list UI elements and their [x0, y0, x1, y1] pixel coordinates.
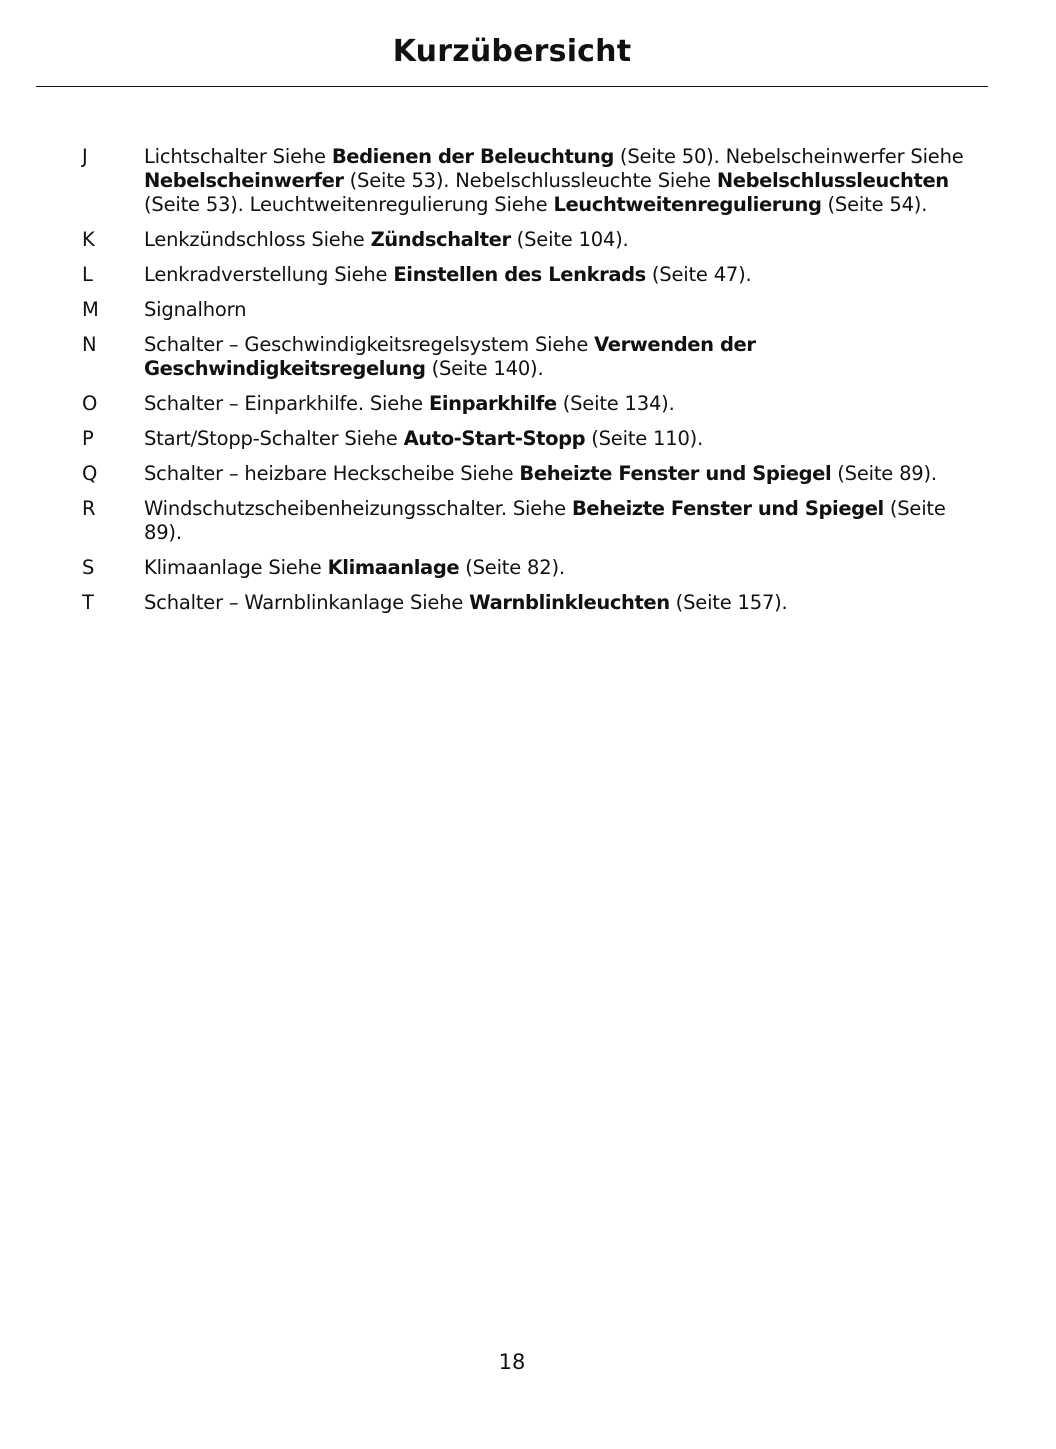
cross-reference: Einparkhilfe	[428, 392, 557, 415]
legend-key: S	[82, 556, 95, 579]
legend-item	[80, 556, 980, 580]
legend-item	[80, 462, 980, 486]
description-text: (Seite 157).	[669, 591, 788, 614]
cross-reference: Auto-Start-Stopp	[403, 427, 586, 450]
description-text: (Seite 47).	[645, 263, 752, 286]
description-text: Schalter – Einparkhilfe. Siehe	[144, 392, 429, 415]
legend-description	[144, 228, 980, 252]
page-number: 18	[498, 1350, 526, 1374]
legend-key: O	[82, 392, 98, 415]
description-text: Lenkradverstellung Siehe	[144, 263, 394, 286]
legend-key: J	[82, 145, 88, 168]
title-divider	[36, 86, 988, 87]
description-text: (Seite 104).	[510, 228, 629, 251]
legend-key: P	[82, 427, 94, 450]
legend-key: Q	[82, 462, 98, 485]
cross-reference: Klimaanlage	[327, 556, 460, 579]
description-text: Signalhorn	[144, 298, 247, 321]
legend-item	[80, 145, 980, 217]
legend-key: T	[82, 591, 94, 614]
legend-key: M	[82, 298, 99, 321]
description-text: Start/Stopp-Schalter Siehe	[144, 427, 404, 450]
description-text: (Seite 134).	[556, 392, 675, 415]
cross-reference: Einstellen des Lenkrads	[393, 263, 646, 286]
legend-item	[80, 298, 980, 322]
legend-description	[144, 497, 980, 545]
cross-reference: Nebelscheinwerfer	[144, 169, 344, 192]
cross-reference: Leuchtweitenregulierung	[553, 193, 822, 216]
legend-description	[144, 298, 980, 322]
legend-description	[144, 392, 980, 416]
legend-description	[144, 145, 980, 217]
description-text: (Seite 53). Nebelschlussleuchte Siehe	[343, 169, 717, 192]
legend-item	[80, 427, 980, 451]
description-text: (Seite 140).	[425, 357, 544, 380]
cross-reference: Verwenden der Geschwindigkeitsregelung	[144, 333, 756, 380]
legend-item	[80, 497, 980, 545]
cross-reference: Nebelschlussleuchten	[716, 169, 949, 192]
description-text: (Seite 89).	[831, 462, 937, 485]
legend-key: K	[82, 228, 95, 251]
legend-item	[80, 263, 980, 287]
description-text: (Seite 82).	[459, 556, 565, 579]
legend-description	[144, 556, 980, 580]
description-text: (Seite 53). Leuchtweitenregulierung Siehe	[144, 193, 554, 216]
legend-description	[144, 263, 980, 287]
description-text: (Seite 110).	[585, 427, 704, 450]
legend-description	[144, 333, 980, 381]
legend-item	[80, 333, 980, 381]
description-text: Schalter – heizbare Heckscheibe Siehe	[144, 462, 520, 485]
description-text: Schalter – Warnblinkanlage Siehe	[144, 591, 470, 614]
legend-item	[80, 591, 980, 615]
legend-item	[80, 392, 980, 416]
description-text: Lichtschalter Siehe	[144, 145, 332, 168]
legend-list	[80, 145, 980, 626]
page-title: Kurzübersicht	[392, 34, 632, 69]
legend-description	[144, 462, 980, 486]
cross-reference: Warnblinkleuchten	[469, 591, 670, 614]
description-text: Lenkzündschloss Siehe	[144, 228, 371, 251]
description-text: (Seite 50). Nebelscheinwerfer Siehe	[613, 145, 964, 168]
legend-description	[144, 591, 980, 615]
legend-item	[80, 228, 980, 252]
description-text: Windschutzscheibenheizungsschalter. Siehe	[144, 497, 572, 520]
legend-key: N	[82, 333, 97, 356]
cross-reference: Zündschalter	[370, 228, 511, 251]
legend-key: L	[82, 263, 93, 286]
legend-key: R	[82, 497, 96, 520]
cross-reference: Beheizte Fenster und Spiegel	[519, 462, 832, 485]
cross-reference: Bedienen der Beleuchtung	[331, 145, 614, 168]
description-text: (Seite 54).	[821, 193, 928, 216]
description-text: Klimaanlage Siehe	[144, 556, 328, 579]
legend-description	[144, 427, 980, 451]
cross-reference: Beheizte Fenster und Spiegel	[571, 497, 884, 520]
description-text: Schalter – Geschwindigkeitsregelsystem Siehe	[144, 333, 595, 356]
description-text: (Seite 89).	[144, 497, 946, 544]
